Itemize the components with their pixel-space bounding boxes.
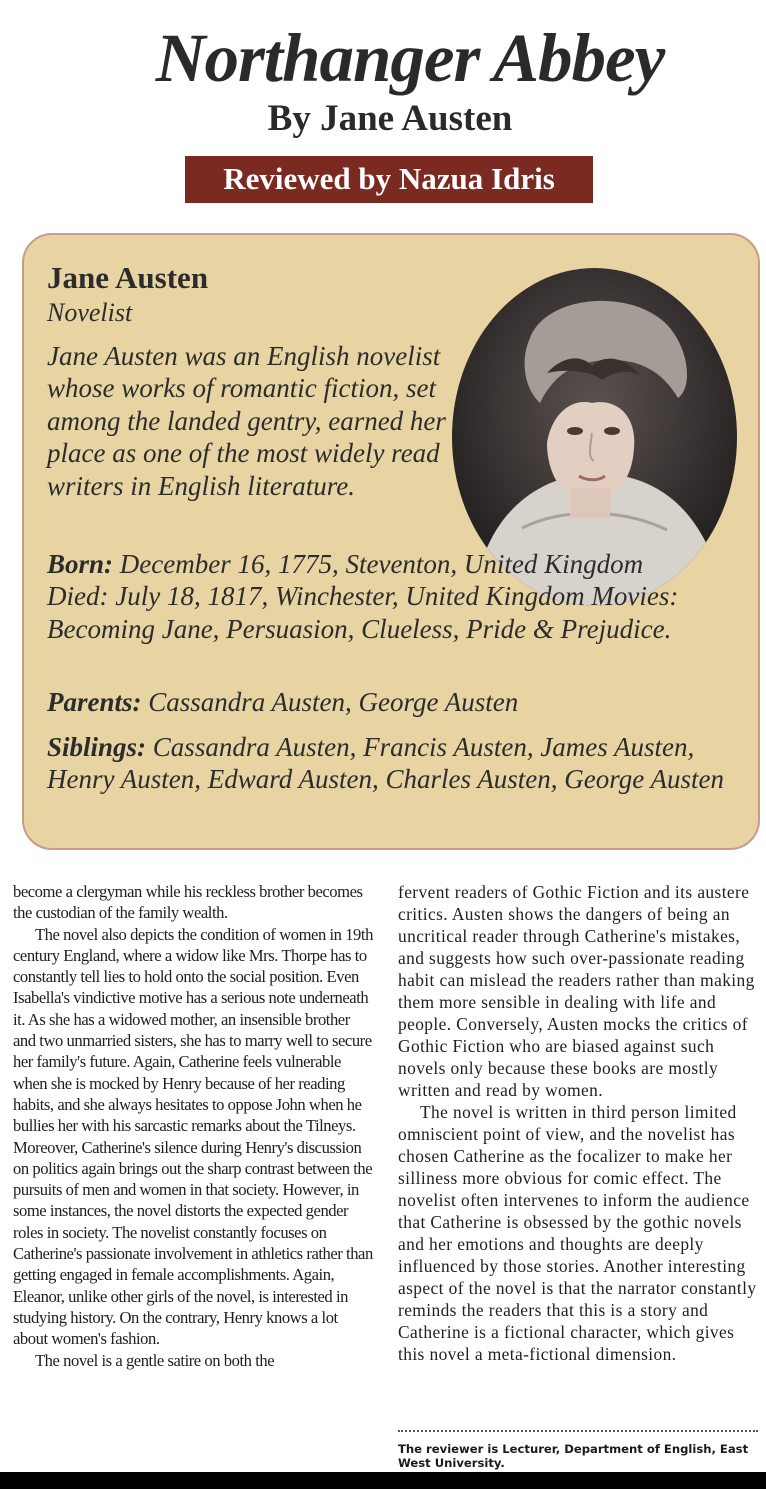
paragraph: fervent readers of Gothic Fiction and its austere critics. Austen shows the dangers of being an uncritical reader through Catherine's mistakes, and suggests how such over-passionate reading habit can mislead the readers rather than making them more sensible in dealing with life and people. Conversely, Austen mocks the critics of Gothic Fiction who are biased against such novels only because these books are mostly written and read by women.: [398, 882, 755, 1100]
born-label: Born:: [47, 549, 114, 579]
parents-label: Parents:: [47, 687, 142, 717]
paragraph: The novel is a gentle satire on both the: [35, 1350, 275, 1370]
parents-value: Cassandra Austen, George Austen: [141, 687, 519, 717]
bio-name: Jane Austen: [47, 260, 209, 295]
bio-description: Jane Austen was an English novelist whose works of romantic fiction, set among the landed gentry, earned her a place as one of the most widely read writers in English literature.: [47, 341, 467, 501]
paragraph: become a clergyman while his reckless brother becomes the custodian of the family wealth.: [13, 882, 363, 923]
bio-role: Novelist: [47, 298, 133, 327]
article-column-right: [398, 881, 760, 1365]
page-bottom-bar: [0, 1472, 766, 1489]
siblings-value: Cassandra Austen, Francis Austen, James Austen, Henry Austen, Edward Austen, Charles Austen, George Austen: [47, 732, 724, 795]
paragraph: The novel is written in third person limited omniscient point of view, and the novelist has chosen Catherine as the focalizer to make her silliness more obvious for comic effect. The novelist often intervenes to inform the audience that Catherine is obsessed by the gothic novels and her emotions and thoughts are deeply influenced by those stories. Another interesting aspect of the novel is that the narrator constantly reminds the readers that this is a story and Catherine is a fictional character, which gives this novel a meta-fictional dimension.: [398, 1102, 757, 1364]
headline-title: Northanger Abbey: [155, 20, 665, 96]
reviewer-banner: Reviewed by Nazua Idris: [185, 156, 593, 203]
author-byline: By Jane Austen: [267, 98, 513, 139]
bio-born: [47, 548, 707, 645]
bio-parents: [47, 686, 518, 718]
bio-siblings: [47, 731, 747, 796]
footnote-divider: [398, 1430, 758, 1432]
reviewer-footnote: The reviewer is Lecturer, Department of English, East West University.: [398, 1442, 749, 1470]
article-column-left: [13, 881, 375, 1371]
siblings-label: Siblings:: [47, 732, 147, 762]
paragraph: The novel also depicts the condition of women in 19th century England, where a widow like Mrs. Thorpe has to constantly tell lies to hold onto the social position. Even Isabella's vindictive motive has a serious note underneath it. As she has a widowed mother, an insensible brother and two unmarried sisters, she has to marry well to secure her family's future. Again, Catherine feels vulnerable when she is mocked by Henry because of her reading habits, and she always hesitates to oppose John when he bullies her with his sarcastic remarks about the Tilneys. Moreover, Catherine's silence during Henry's discussion on politics again brings out the sharp contrast between the pursuits of men and women in that society. However, in some instances, the novel distorts the expected gender roles in society. The novelist constantly focuses on Catherine's passionate involvement in athletics rather than getting engaged in female accomplishments. Again, Eleanor, unlike other girls of the novel, is interested in studying history. On the contrary, Henry knows a lot about women's fashion.: [13, 924, 373, 1349]
born-value: December 16, 1775, Steventon, United Kingdom Died: July 18, 1817, Winchester, United Kingdom Movies: Becoming Jane, Persuasion, Clueless, Pride & Prejudice.: [47, 549, 679, 644]
